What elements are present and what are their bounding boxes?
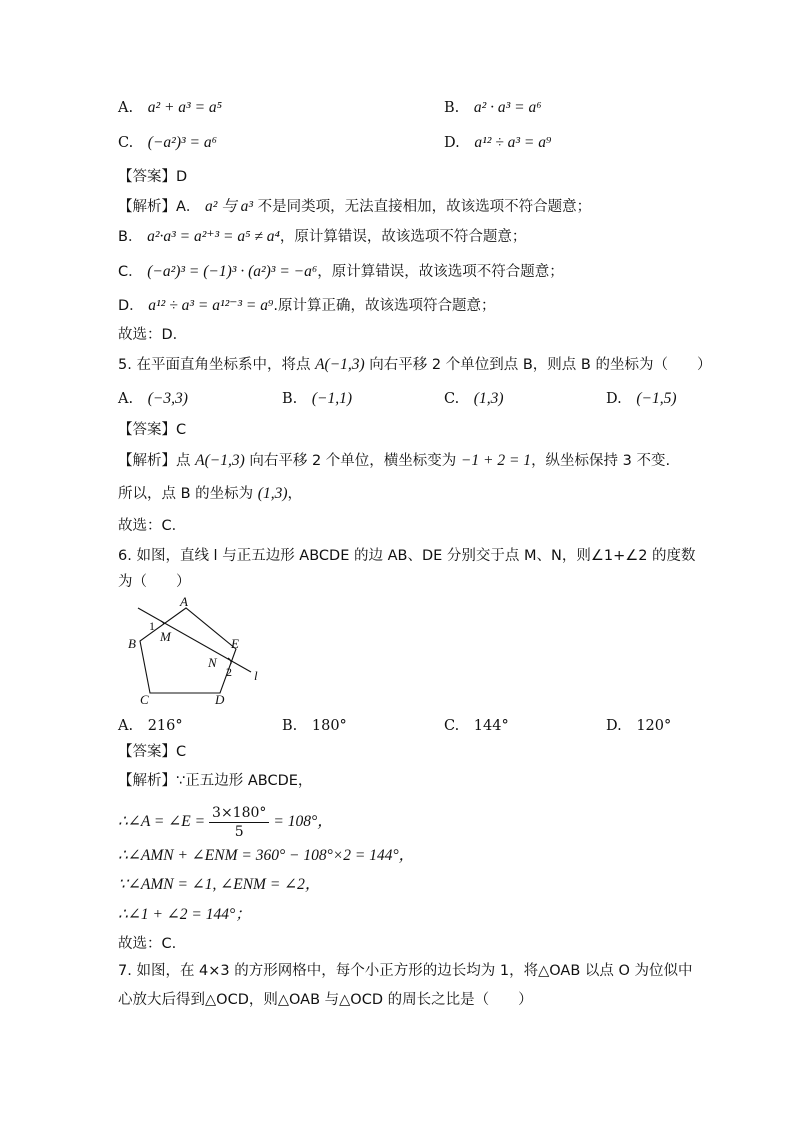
fraction [209,804,269,841]
q5-option-b [282,389,352,409]
q6-choice: 故选：C. [118,936,177,952]
option-label: C. [444,718,460,734]
analysis-math: (−a²)³ = (−1)³ · (a²)³ = −a⁶ [147,263,318,280]
option-label: C. [118,135,134,151]
q6-option-a [118,716,183,736]
option-label: B. [282,718,298,734]
option-label: D. [444,135,460,151]
q6-stem-line1: 6. 如图，直线 l 与正五边形 ABCDE 的边 AB、DE 分别交于点 M、N，则∠1+∠2 的度数 [118,548,696,564]
q4-analysis-a [118,197,591,217]
q6-analysis-2 [118,802,333,842]
q4-option-b [444,98,542,118]
option-expr: (−3,3) [147,390,188,407]
option-label: A. [118,100,134,116]
option-label: D. [606,391,622,407]
analysis-prefix: 【解析】A． [118,199,206,215]
label-b: B [128,636,136,651]
analysis-prefix: B． [118,229,148,245]
q5-stem [118,355,711,375]
analysis-text: ，原计算错误，故该选项不符合题意； [279,229,527,245]
q5-choice: 故选：C． [118,518,187,534]
option-expr: a¹² ÷ a³ = a⁹ [474,134,552,151]
q6-answer: 【答案】C [118,744,187,760]
fraction-numerator: 3×180° [209,804,269,823]
analysis-prefix: C． [118,264,148,280]
label-c: C [140,692,149,707]
option-expr: (−a²)³ = a⁶ [147,134,217,151]
option-expr: (−1,1) [311,390,353,407]
analysis-math: a¹² ÷ a³ = a¹²⁻³ = a⁹ [148,297,274,314]
label-n: N [208,655,217,670]
option-expr: 120° [636,718,672,734]
option-label: C. [444,391,460,407]
label-l: l [254,668,258,683]
q7-stem-line2: 心放大后得到△OCD，则△OAB 与△OCD 的周长之比是（ ） [118,992,533,1008]
q6-stem-line2: 为（ ） [118,574,191,590]
q4-choice: 故选：D． [118,327,188,343]
q4-option-c [118,133,217,153]
option-expr: a² · a³ = a⁶ [473,99,542,116]
q5-option-d [606,389,677,409]
option-label: D. [606,718,622,734]
q6-analysis-4: ∵∠AMN = ∠1, ∠ENM = ∠2， [118,876,321,893]
analysis-text: ，纵坐标保持 3 不变. [531,453,671,469]
q6-analysis-5: ∴∠1 + ∠2 = 144°； [118,906,251,923]
option-label: B. [444,100,460,116]
stem-text: 5. 在平面直角坐标系中，将点 [118,357,316,373]
q4-option-d [444,133,551,153]
q4-analysis-c [118,262,564,282]
analysis-text: 向右平移 2 个单位，横坐标变为 [244,453,461,469]
stem-math: A(−1,3) [315,356,365,373]
q5-option-a [118,389,188,409]
option-label: A. [118,391,134,407]
option-label: B. [282,391,298,407]
analysis-math: A(−1,3) [195,452,245,469]
angle-1-arc [161,621,164,624]
label-angle-2: 2 [226,665,232,679]
analysis-text: 不是同类项，无法直接相加，故该选项不符合题意； [253,199,592,215]
q4-answer: 【答案】D [118,169,188,185]
q5-answer: 【答案】C [118,422,187,438]
option-label: A. [118,718,134,734]
option-expr: (−1,5) [636,390,677,407]
q5-option-c [444,389,504,409]
q6-option-c [444,716,509,736]
q5-so [118,484,302,504]
fraction-denominator: 5 [234,823,244,840]
label-e: E [231,636,239,651]
so-text: 所以，点 B 的坐标为 [118,486,258,502]
option-expr: a² + a³ = a⁵ [147,99,223,116]
option-expr: 144° [473,718,509,734]
q6-analysis-3: ∴∠AMN + ∠ENM = 360° − 108°×2 = 144°， [118,847,415,864]
label-d: D [215,692,225,707]
analysis-prefix: 【解析】点 [118,453,196,469]
analysis-text: ，原计算错误，故该选项不符合题意； [317,264,564,280]
option-expr: (1,3) [473,390,504,407]
angle-2-arc [228,658,231,664]
q6-option-b [282,716,347,736]
q7-stem-line1: 7. 如图，在 4×3 的方形网格中，每个小正方形的边长均为 1，将△OAB 以点 O 为位似中 [118,963,693,979]
pentagon-figure [118,596,278,708]
analysis-math: −1 + 2 = 1 [460,452,532,469]
label-angle-1: 1 [149,619,155,633]
q4-analysis-b [118,227,526,247]
analysis-math: ∴∠A = ∠E = [118,813,206,830]
q5-analysis [118,451,670,471]
q6-option-d [606,716,671,736]
so-text: ， [287,486,302,502]
q4-analysis-d [118,296,496,316]
analysis-math: a² 与 a³ [205,198,254,215]
label-a: A [180,596,188,609]
analysis-prefix: D． [118,298,149,314]
q4-option-a [118,98,222,118]
option-expr: 180° [311,718,347,734]
analysis-math: = 108°， [273,813,333,830]
stem-text: 向右平移 2 个单位到点 B，则点 B 的坐标为（ ） [364,357,712,373]
so-math: (1,3) [257,485,288,502]
label-m: M [160,629,171,644]
analysis-text: .原计算正确，故该选项符合题意； [273,298,496,314]
q6-analysis-1: 【解析】∵正五边形 ABCDE， [118,773,313,789]
option-expr: 216° [147,718,183,734]
analysis-math: a²·a³ = a²⁺³ = a⁵ ≠ a⁴ [147,228,280,245]
